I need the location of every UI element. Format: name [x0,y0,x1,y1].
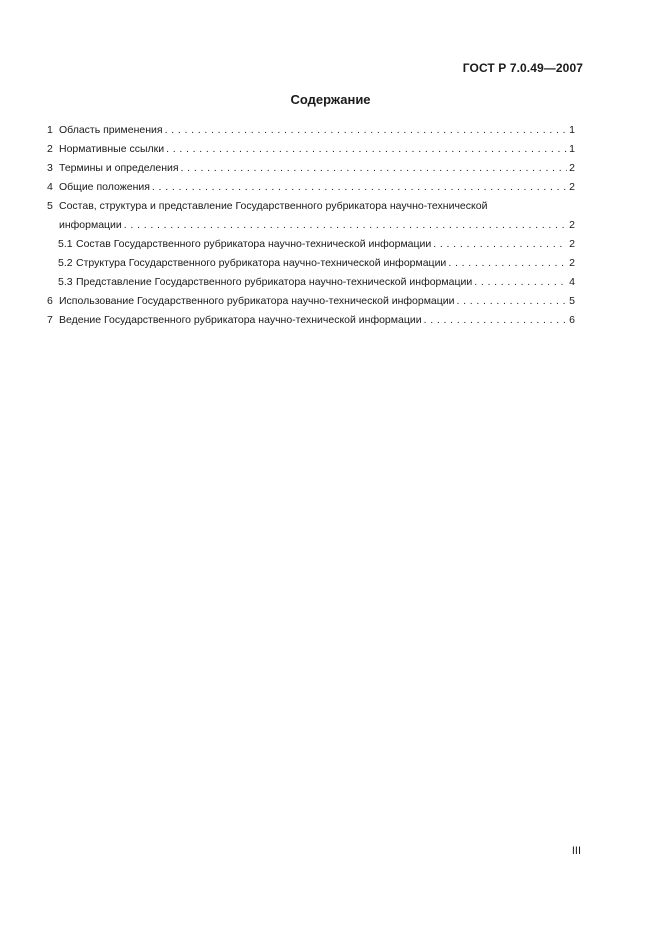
toc-entry-number: 1 [47,124,53,136]
toc-entry-1[interactable] [47,121,575,140]
toc-entry-text: Нормативные ссылки [59,143,165,155]
toc-entry-page: 1 [569,143,575,155]
toc-entry-text: Область применения [59,124,163,136]
toc-title: Содержание [290,92,371,107]
document-code: ГОСТ Р 7.0.49—2007 [462,61,583,75]
toc-leader-dots [457,292,568,311]
toc-entry-number: 5 [47,200,53,212]
toc-subentry-5-2[interactable] [47,254,575,273]
toc-subentry-5-3[interactable] [47,273,575,292]
toc-leader-dots [124,216,567,235]
toc-entry-4[interactable] [47,178,575,197]
toc-entry-number: 2 [47,143,53,155]
toc-leader-dots [166,140,567,159]
toc-leader-dots [474,273,567,292]
page-number: III [571,845,581,857]
toc-leader-dots [424,311,568,330]
toc-entry-text: Представление Государственного рубрикатора научно-технической информации [76,276,473,288]
toc-entry-page: 5 [569,295,575,307]
toc-subentry-5-1[interactable] [47,235,575,254]
toc-entry-page: 2 [569,162,575,174]
toc-entry-text-line1: Состав, структура и представление Государственного рубрикатора научно-технической [59,200,488,212]
toc-entry-text: Общие положения [59,181,150,193]
toc-entry-3[interactable] [47,159,575,178]
toc-entry-number: 6 [47,295,53,307]
toc-entry-text-line2: информации [59,219,122,231]
toc-entry-2[interactable] [47,140,575,159]
toc-entry-text: Термины и определения [59,162,179,174]
toc-entry-7[interactable] [47,311,575,330]
toc-entry-number: 7 [47,314,53,326]
toc-entry-text: Использование Государственного рубрикатора научно-технической информации [59,295,455,307]
toc-entry-text: Ведение Государственного рубрикатора научно-технической информации [59,314,422,326]
toc-entry-number: 5.2 [58,257,73,269]
toc-entry-page: 2 [569,257,575,269]
toc-leader-dots [448,254,567,273]
toc-entry-number: 4 [47,181,53,193]
table-of-contents [47,121,575,330]
toc-entry-text: Структура Государственного рубрикатора научно-технической информации [76,257,447,269]
toc-entry-text: Состав Государственного рубрикатора научно-технической информации [76,238,432,250]
toc-leader-dots [433,235,567,254]
toc-leader-dots [181,159,568,178]
toc-entry-page: 4 [569,276,575,288]
toc-entry-page: 2 [569,181,575,193]
toc-entry-page: 1 [569,124,575,136]
toc-entry-number: 5.1 [58,238,73,250]
toc-leader-dots [152,178,567,197]
toc-entry-page: 2 [569,219,575,231]
toc-entry-page: 2 [569,238,575,250]
toc-entry-number: 5.3 [58,276,73,288]
toc-leader-dots [165,121,568,140]
toc-entry-number: 3 [47,162,53,174]
toc-entry-page: 6 [569,314,575,326]
toc-entry-6[interactable] [47,292,575,311]
toc-entry-5[interactable] [47,197,575,235]
